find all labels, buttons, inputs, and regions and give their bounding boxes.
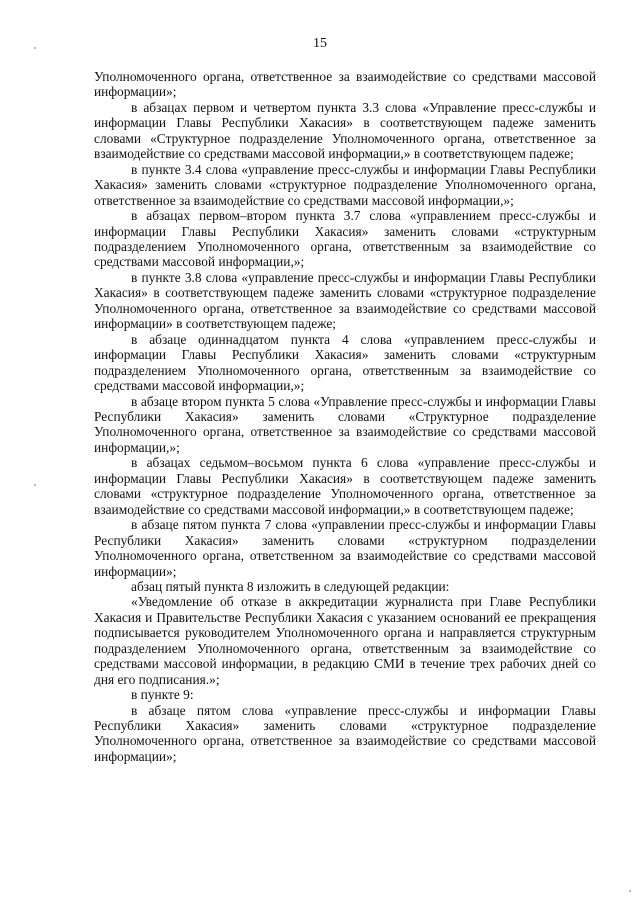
- paragraph-7: в абзаце втором пункта 5 слова «Управление пресс-службы и информации Главы Республики Хакасия» заменить словами «Структурное подразделение Уполномоченного органа, ответственное за взаимодействие со средствами массовой информации,»;: [94, 393, 596, 455]
- paragraph-6: в абзаце одиннадцатом пункта 4 слова «управлением пресс-службы и информации Главы Республики Хакасия» заменить словами «структурным подразделением Уполномоченного органа, ответственным за взаимодействие со средствами массовой информации,»;: [94, 331, 596, 394]
- paragraph-10: абзац пятый пункта 8 изложить в следующей редакции:: [131, 578, 450, 594]
- scan-mark: [629, 890, 631, 892]
- paragraph-12: в пункте 9:: [131, 687, 194, 703]
- paragraph-4: в абзацах первом–втором пункта 3.7 слова «управлением пресс-службы и информации Главы Республики Хакасия» заменить словами «структурным подразделением Уполномоченного органа, ответственным за взаимодействие со средствами массовой информации,»;: [94, 208, 596, 270]
- paragraph-2: в абзацах первом и четвертом пункта 3.3 слова «Управление пресс-службы и информации Главы Республики Хакасия» в соответствующем падеже заменить словами «Структурное подразделение Уполномоченного органа, ответственное за взаимодействие со средствами массовой информации,» в соответствующем падеже;: [94, 99, 596, 162]
- paragraph-3: в пункте 3.4 слова «управление пресс-службы и информации Главы Республики Хакасия» заменить словами «структурное подразделение Уполномоченного органа, ответственное за взаимодействие со средствами массовой информации,»;: [94, 161, 596, 208]
- paragraph-1: Уполномоченного органа, ответственное за взаимодействие со средствами массовой информации»;: [94, 69, 596, 100]
- paragraph-5: в пункте 3.8 слова «управление пресс-службы и информации Главы Республики Хакасия» в соответствующем падеже заменить словами «структурное подразделение Уполномоченного органа, ответственное за взаимодействие со средствами массовой информации» в соответствующем падеже;: [94, 269, 596, 332]
- document-body: [94, 69, 596, 764]
- paragraph-8: в абзацах седьмом–восьмом пункта 6 слова «управление пресс-службы и информации Главы Республики Хакасия» в соответствующем падеже заменить словами «структурное подразделение Уполномоченного органа, ответственное за взаимодействие со средствами массовой информации,» в соответствующем падеже;: [94, 455, 596, 517]
- page-number: 15: [313, 36, 327, 51]
- scan-mark: [34, 47, 36, 49]
- paragraph-11: «Уведомление об отказе в аккредитации журналиста при Главе Республики Хакасия и Правительстве Республики Хакасия с указанием оснований ее прекращения подписывается руководителем Уполномоченного органа и направляется структурным подразделением Уполномоченного органа, ответственным за взаимодействие со средствами массовой информации, в редакцию СМИ в течение трех рабочих дней со дня его подписания.»;: [94, 594, 596, 687]
- scan-mark: [34, 484, 36, 486]
- paragraph-9: в абзаце пятом пункта 7 слова «управлении пресс-службы и информации Главы Республики Хакасия» заменить словами «структурном подразделении Уполномоченного органа, ответственном за взаимодействие со средствами массовой информации»;: [94, 517, 596, 579]
- paragraph-13: в абзаце пятом слова «управление пресс-службы и информации Главы Республики Хакасия» заменить словами «структурное подразделение Уполномоченного органа, ответственное за взаимодействие со средствами массовой информации»;: [94, 702, 596, 764]
